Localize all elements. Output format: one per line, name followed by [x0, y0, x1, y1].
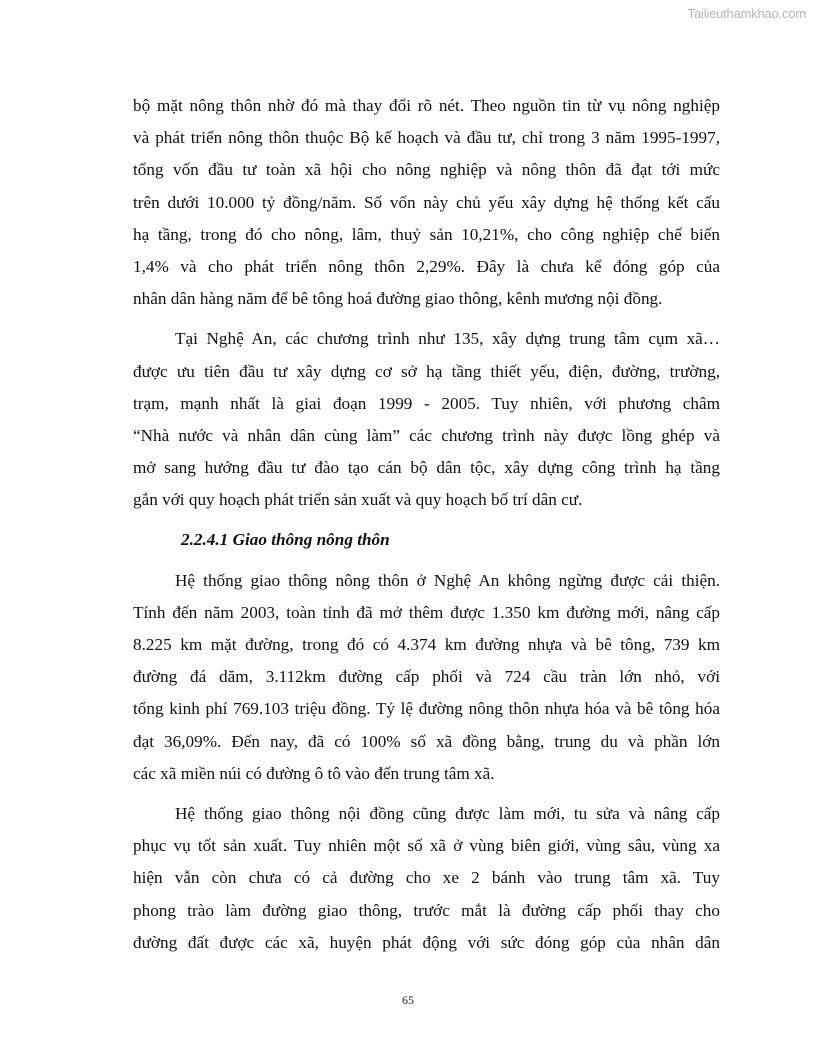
- text-line: được ưu tiên đầu tư xây dựng cơ sở hạ tầng thiết yếu, điện, đường, trường,: [133, 361, 720, 381]
- paragraph-rural-roads: [133, 565, 720, 790]
- text-line: trạm, mạnh nhất là giai đoạn 1999 - 2005. Tuy nhiên, với phương châm: [133, 393, 720, 413]
- text-line: nhân dân hàng năm để bê tông hoá đường giao thông, kênh mương nội đồng.: [133, 289, 663, 309]
- text-line: đường đất được các xã, huyện phát động với sức đóng góp của nhân dân: [133, 932, 720, 952]
- document-body: [133, 90, 720, 959]
- text-line: gắn với quy hoạch phát triển sản xuất và quy hoạch bố trí dân cư.: [133, 490, 583, 510]
- text-line: Hệ thống giao thông nông thôn ở Nghệ An không ngừng được cải thiện.: [175, 570, 720, 590]
- text-line: tổng vốn đầu tư toàn xã hội cho nông nghiệp và nông thôn đã đạt tới mức: [133, 160, 720, 180]
- text-line: Hệ thống giao thông nội đồng cũng được làm mới, tu sửa và nâng cấp: [175, 803, 720, 823]
- paragraph-nghe-an-programs: [133, 323, 720, 516]
- text-line: phục vụ tốt sản xuất. Tuy nhiên một số xã ở vùng biên giới, vùng sâu, vùng xa: [133, 836, 720, 856]
- text-line: Tại Nghệ An, các chương trình như 135, xây dựng trung tâm cụm xã…: [175, 329, 720, 349]
- text-line: hạ tầng, trong đó cho nông, lâm, thuỷ sản 10,21%, cho công nghiệp chế biến: [133, 224, 720, 244]
- text-line: phong trào làm đường giao thông, trước mắt là đường cấp phối thay cho: [133, 900, 720, 920]
- text-line: hiện vẫn còn chưa có cả đường cho xe 2 bánh vào trung tâm xã. Tuy: [133, 868, 720, 888]
- text-line: đường đá dăm, 3.112km đường cấp phối và 724 cầu tràn lớn nhỏ, với: [133, 667, 720, 687]
- page-number: 65: [402, 993, 414, 1007]
- text-line: “Nhà nước và nhân dân cùng làm” các chương trình này được lồng ghép và: [133, 425, 720, 445]
- text-line: đạt 36,09%. Đến nay, đã có 100% số xã đồng bằng, trung du và phần lớn: [133, 731, 720, 751]
- watermark: Tailieuthamkhao.com: [687, 6, 806, 21]
- section-heading-text: 2.2.4.1 Giao thông nông thôn: [181, 530, 390, 550]
- text-line: 8.225 km mặt đường, trong đó có 4.374 km đường nhựa và bê tông, 739 km: [133, 635, 720, 654]
- text-line: 1,4% và cho phát triển nông thôn 2,29%. Đây là chưa kể đóng góp của: [133, 256, 720, 276]
- text-line: các xã miền núi có đường ô tô vào đến trung tâm xã.: [133, 763, 495, 783]
- paragraph-field-roads: [133, 798, 720, 959]
- section-heading: [133, 524, 720, 556]
- text-line: mở sang hướng đầu tư đào tạo cán bộ dân tộc, xây dựng công trình hạ tầng: [133, 458, 720, 478]
- text-line: bộ mặt nông thôn nhờ đó mà thay đổi rõ nét. Theo nguồn tin từ vụ nông nghiệp: [133, 96, 720, 115]
- text-line: tổng kinh phí 769.103 triệu đồng. Tỷ lệ đường nông thôn nhựa hóa và bê tông hóa: [133, 699, 720, 719]
- text-line: trên dưới 10.000 tỷ đồng/năm. Số vốn này chủ yếu xây dựng hệ thống kết cấu: [133, 192, 720, 212]
- text-line: và phát triển nông thôn thuộc Bộ kế hoạch và đầu tư, chỉ trong 3 năm 1995-1997,: [133, 128, 720, 148]
- paragraph-investment: [133, 90, 720, 315]
- text-line: Tính đến năm 2003, toàn tỉnh đã mở thêm được 1.350 km đường mới, nâng cấp: [133, 602, 720, 622]
